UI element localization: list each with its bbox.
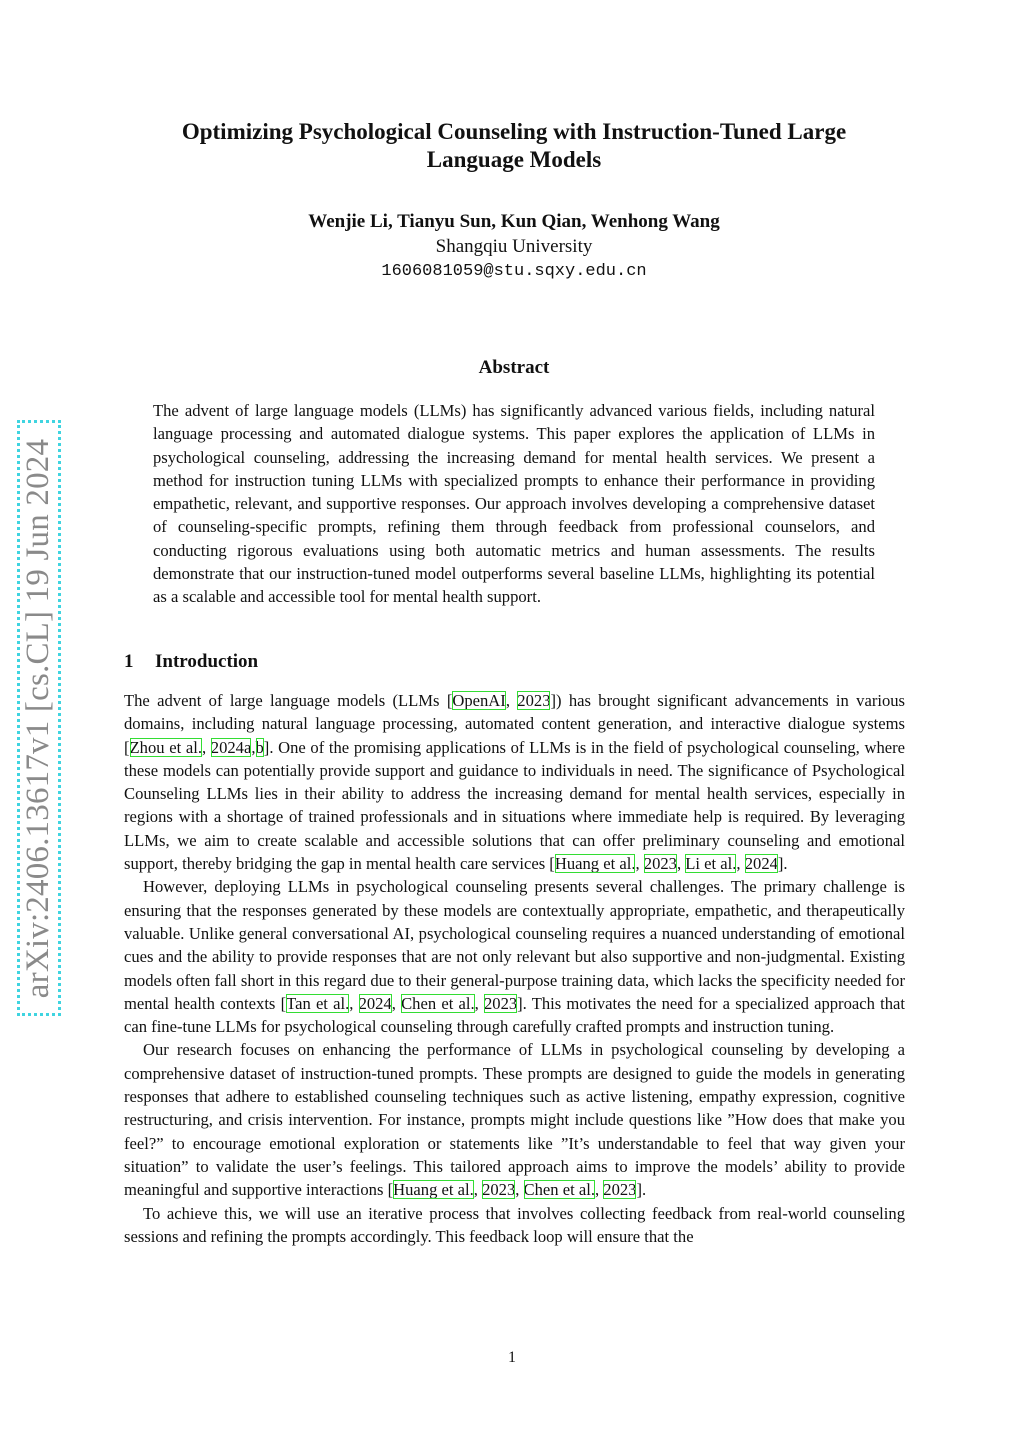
abstract-heading: Abstract — [478, 357, 550, 378]
citation-link[interactable]: 2024 — [744, 854, 778, 874]
paragraph-1 — [124, 689, 905, 875]
text-run: , — [349, 993, 359, 1013]
arxiv-id: arXiv:2406.13617v1 [cs.CL] 19 Jun 2024 — [20, 438, 57, 998]
text-run: Our research focuses on enhancing the performance of LLMs in psychological counseling by developing a comprehensive dataset of instruction-tuned prompts. These prompts are designed to guide the models in generating responses that adhere to established counseling techniques such as active listening, empathy expression, cognitive restructuring, and crisis intervention. For instance, prompts might include questions like ”How does that make you feel?” to encourage emotional exploration or statements like ”It’s understandable to feel that way given your situation” to validate the user’s feelings. This tailored approach aims to improve the models’ ability to provide meaningful and supportive interactions [ — [124, 1040, 905, 1200]
text-run: ]. — [636, 1180, 647, 1200]
citation-link[interactable]: Chen et al. — [401, 993, 475, 1013]
text-run: , — [251, 737, 256, 757]
title-line-1: Optimizing Psychological Counseling with Instruction-Tuned Large — [181, 119, 847, 144]
section-title: Introduction — [155, 651, 259, 672]
text-run: , — [201, 737, 211, 757]
citation-link[interactable]: 2024 — [358, 993, 392, 1013]
citation-link[interactable]: 2023 — [643, 854, 677, 874]
citation-link[interactable]: Zhou et al. — [129, 737, 202, 757]
citation-link[interactable]: 2024a — [210, 737, 252, 757]
citation-link[interactable]: 2023 — [517, 691, 551, 710]
paragraph-4 — [124, 1202, 905, 1249]
citation-link[interactable]: b — [255, 737, 264, 757]
text-run: The advent of large language models (LLMs [ — [124, 691, 453, 710]
text-run: , — [594, 1180, 604, 1200]
text-run: , — [515, 1180, 524, 1200]
paper-title — [124, 118, 904, 174]
section-number: 1 — [124, 651, 134, 672]
title-line-2: Language Models — [426, 147, 602, 172]
text-run: , — [474, 993, 484, 1013]
citation-link[interactable]: 2023 — [483, 993, 518, 1013]
citation-link[interactable]: Chen et al. — [523, 1180, 595, 1200]
paragraph-3 — [124, 1038, 905, 1201]
citation-link[interactable]: Huang et al. — [554, 854, 636, 874]
text-run: ]. — [777, 854, 788, 874]
text-run: , — [736, 854, 745, 874]
introduction-body — [124, 689, 905, 1248]
text-run: ]. One of the promising applications of LLMs is in the field of psychological counseling, where these models can potentially provide support and guidance to individuals in need. The significance of Psychological Counseling LLMs lies in their ability to address the increasing demand for mental health services, especially in regions with a shortage of trained professionals and in situations where immediate help is required. By leveraging LLMs, we aim to create scalable and accessible solutions that can offer preliminary counseling and emotional support, thereby bridging the gap in mental health care services [ — [124, 737, 905, 874]
abstract-text: The advent of large language models (LLMs) has significantly advanced various fields, including natural language processing and automated dialogue systems. This paper explores the application of LLMs in psychological counseling, addressing the increasing demand for mental health services. We present a method for instruction tuning LLMs with specialized prompts to enhance their performance in providing empathetic, relevant, and supportive responses. Our approach involves developing a comprehensive dataset of counseling-specific prompts, refining them through feedback from professional counselors, and conducting rigorous evaluations using both automatic metrics and human assessments. The results demonstrate that our instruction-tuned model outperforms several baseline LLMs, highlighting its potential as a scalable and accessible tool for mental health support. — [153, 401, 875, 607]
email: 1606081059@stu.sqxy.edu.cn — [381, 262, 647, 281]
text-run: , — [505, 691, 518, 710]
citation-link[interactable]: Tan et al. — [286, 993, 350, 1013]
authors: Wenjie Li, Tianyu Sun, Kun Qian, Wenhong Wang — [308, 211, 720, 232]
paragraph-2 — [124, 875, 905, 1038]
citation-link[interactable]: 2023 — [482, 1180, 516, 1200]
citation-link[interactable]: 2023 — [603, 1180, 637, 1200]
page-number: 1 — [508, 1349, 516, 1366]
text-run: , — [473, 1180, 483, 1200]
text-run: ]) has brought significant advancements in various domains, including natural language processing, automated content generation, and interactive dialogue systems [ — [124, 691, 906, 757]
affiliation: Shangqiu University — [435, 236, 593, 257]
text-run: However, deploying LLMs in psychological counseling presents several challenges. The primary challenge is ensuring that the responses generated by these models are contextually appropriate, empathetic, and therapeutically valuable. Unlike general conversational AI, psychological counseling requires a nuanced understanding of emotional cues and the ability to provide responses that are not only relevant but also supportive and non-judgmental. Existing models often fall short in this regard due to their general-purpose training data, which lacks the specificity needed for mental health contexts [ — [124, 877, 905, 1013]
text-run: ]. This motivates the need for a specialized approach that can fine-tune LLMs for psychological counseling through carefully crafted prompts and instruction tuning. — [124, 993, 905, 1037]
section-heading-introduction — [124, 651, 258, 673]
text-run: , — [391, 993, 402, 1013]
citation-link[interactable]: Huang et al. — [393, 1180, 474, 1200]
arxiv-stamp — [17, 420, 61, 1016]
text-run: , — [635, 854, 644, 874]
text-run: , — [676, 854, 686, 874]
text-run: To achieve this, we will use an iterative process that involves collecting feedback from real-world counseling sessions and refining the prompts accordingly. This feedback loop will ensure that the — [124, 1203, 905, 1246]
citation-link[interactable]: Li et al. — [685, 854, 737, 874]
citation-link[interactable]: OpenAI — [452, 691, 506, 710]
